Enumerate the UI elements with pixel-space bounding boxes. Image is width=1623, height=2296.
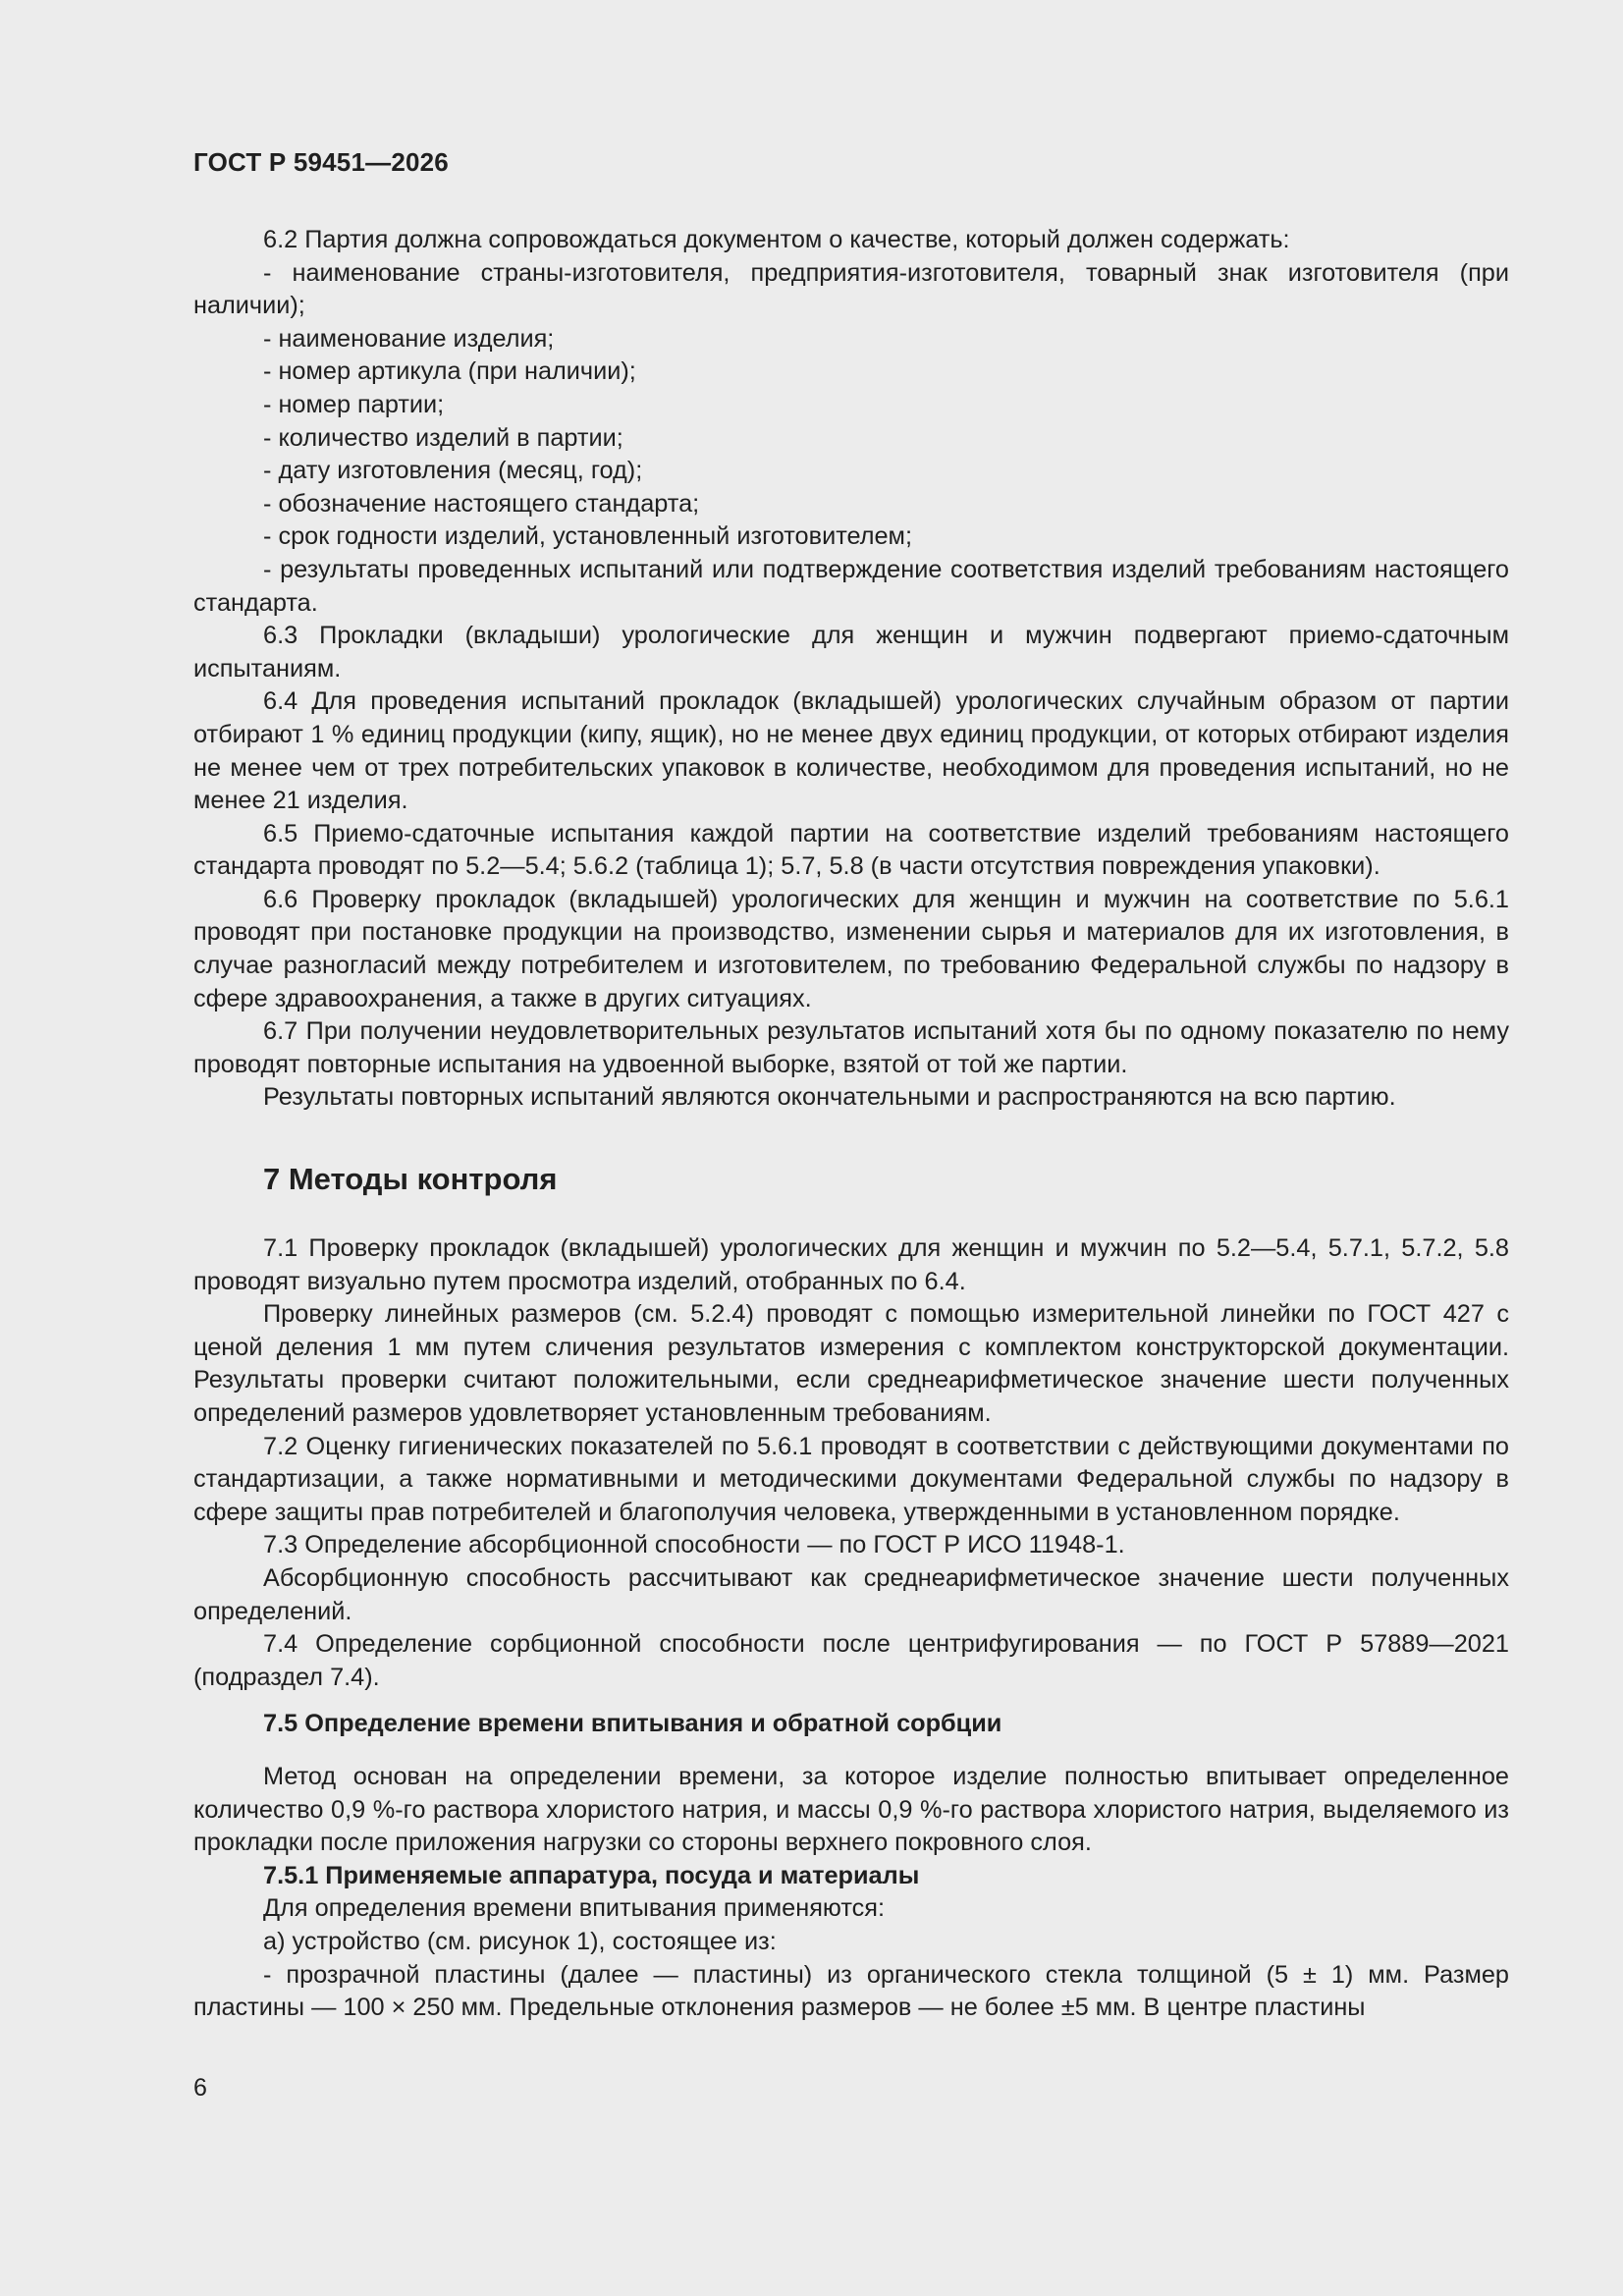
list-item: - наименование изделия; (263, 324, 555, 353)
paragraph-7-1-continued: Проверку линейных размеров (см. 5.2.4) проводят с помощью измерительной линейки по ГОСТ 427 с ценой деления 1 мм путем сличения результатов измерения с комплектом конструкторской документации. Результаты проверки считают положительными, если среднеарифметическое значение шести полученных определений размеров удовлетворяет установленным требованиям. (193, 1300, 1509, 1427)
page-number: 6 (193, 2074, 207, 2102)
paragraph-7-3-continued: Абсорбционную способность рассчитывают как среднеарифметическое значение шести полученных определений. (193, 1563, 1509, 1625)
paragraph-7-5-1-item-a: а) устройство (см. рисунок 1), состоящее из: (263, 1927, 777, 1955)
list-item: - результаты проведенных испытаний или подтверждение соответствия изделий требованиям настоящего стандарта. (193, 555, 1509, 617)
paragraph-6-7: 6.7 При получении неудовлетворительных результатов испытаний хотя бы по одному показателю по нему проводят повторные испытания на удвоенной выборке, взятой от той же партии. (193, 1017, 1509, 1078)
paragraph-6-7-continued: Результаты повторных испытаний являются окончательными и распространяются на всю партию. (263, 1083, 1396, 1112)
subsection-7-5-1-title: 7.5.1 Применяемые аппаратура, посуда и материалы (263, 1861, 920, 1889)
paragraph-7-1: 7.1 Проверку прокладок (вкладышей) урологических для женщин и мужчин по 5.2—5.4, 5.7.1, 5.7.2, 5.8 проводят визуально путем просмотра изделий, отобранных по 6.4. (193, 1234, 1509, 1295)
list-item: - прозрачной пластины (далее — пластины) из органического стекла толщиной (5 ± 1) мм. Размер пластины — 100 × 250 мм. Предельные отклонения размеров — не более ±5 мм. В центре пластины (193, 1960, 1509, 2022)
paragraph-6-6: 6.6 Проверку прокладок (вкладышей) урологических для женщин и мужчин на соответствие по 5.6.1 проводят при постановке продукции на производство, изменении сырья и материалов для их изготовления, в случае разногласий между потребителем и изготовителем, по требованию Федеральной службы по надзору в сфере здравоохранения, а также в других ситуациях. (193, 885, 1509, 1012)
document-header: ГОСТ Р 59451—2026 (193, 147, 449, 177)
paragraph-6-2: 6.2 Партия должна сопровождаться документом о качестве, который должен содержать: (263, 226, 1290, 253)
document-body (193, 224, 1509, 2025)
list-item: - дату изготовления (месяц, год); (263, 457, 643, 485)
paragraph-6-5: 6.5 Приемо-сдаточные испытания каждой партии на соответствие изделий требованиям настоящего стандарта проводят по 5.2—5.4; 5.6.2 (таблица 1); 5.7, 5.8 (в части отсутствия повреждения упаковки). (193, 819, 1509, 881)
paragraph-7-3: 7.3 Определение абсорбционной способности — по ГОСТ Р ИСО 11948-1. (263, 1531, 1125, 1559)
paragraph-7-2: 7.2 Оценку гигиенических показателей по 5.6.1 проводят в соответствии с действующими документами по стандартизации, а также нормативными и методическими документами Федеральной службы по надзору в сфере защиты прав потребителей и благополучия человека, утвержденными в установленном порядке. (193, 1432, 1509, 1526)
list-item: - срок годности изделий, установленный изготовителем; (263, 522, 912, 551)
subsection-7-5-title: 7.5 Определение времени впитывания и обратной сорбции (263, 1710, 1002, 1738)
list-item: - обозначение настоящего стандарта; (263, 489, 700, 518)
paragraph-7-5: Метод основан на определении времени, за которое изделие полностью впитывает определенное количество 0,9 %-го раствора хлористого натрия, и массы 0,9 %-го раствора хлористого натрия, выделяемого из прокладки после приложения нагрузки со стороны верхнего покровного слоя. (193, 1762, 1509, 1857)
list-item: - наименование страны-изготовителя, предприятия-изготовителя, товарный знак изготовителя (при наличии); (193, 258, 1509, 320)
list-item: - количество изделий в партии; (263, 423, 623, 452)
paragraph-7-4: 7.4 Определение сорбционной способности после центрифугирования — по ГОСТ Р 57889—2021 (подраздел 7.4). (193, 1630, 1509, 1691)
list-item: - номер артикула (при наличии); (263, 357, 636, 386)
paragraph-6-3: 6.3 Прокладки (вкладыши) урологические для женщин и мужчин подвергают приемо-сдаточным испытаниям. (193, 622, 1509, 683)
list-item: - номер партии; (263, 390, 445, 418)
paragraph-7-5-1-intro: Для определения времени впитывания применяются: (263, 1894, 885, 1923)
paragraph-6-4: 6.4 Для проведения испытаний прокладок (вкладышей) урологических случайным образом от партии отбирают 1 % единиц продукции (кипу, ящик), но не менее двух единиц продукции, от которых отбирают изделия не менее чем от трех потребительских упаковок в количестве, необходимом для проведения испытаний, но не менее 21 изделия. (193, 687, 1509, 815)
section-7-title: 7 Методы контроля (263, 1162, 558, 1197)
